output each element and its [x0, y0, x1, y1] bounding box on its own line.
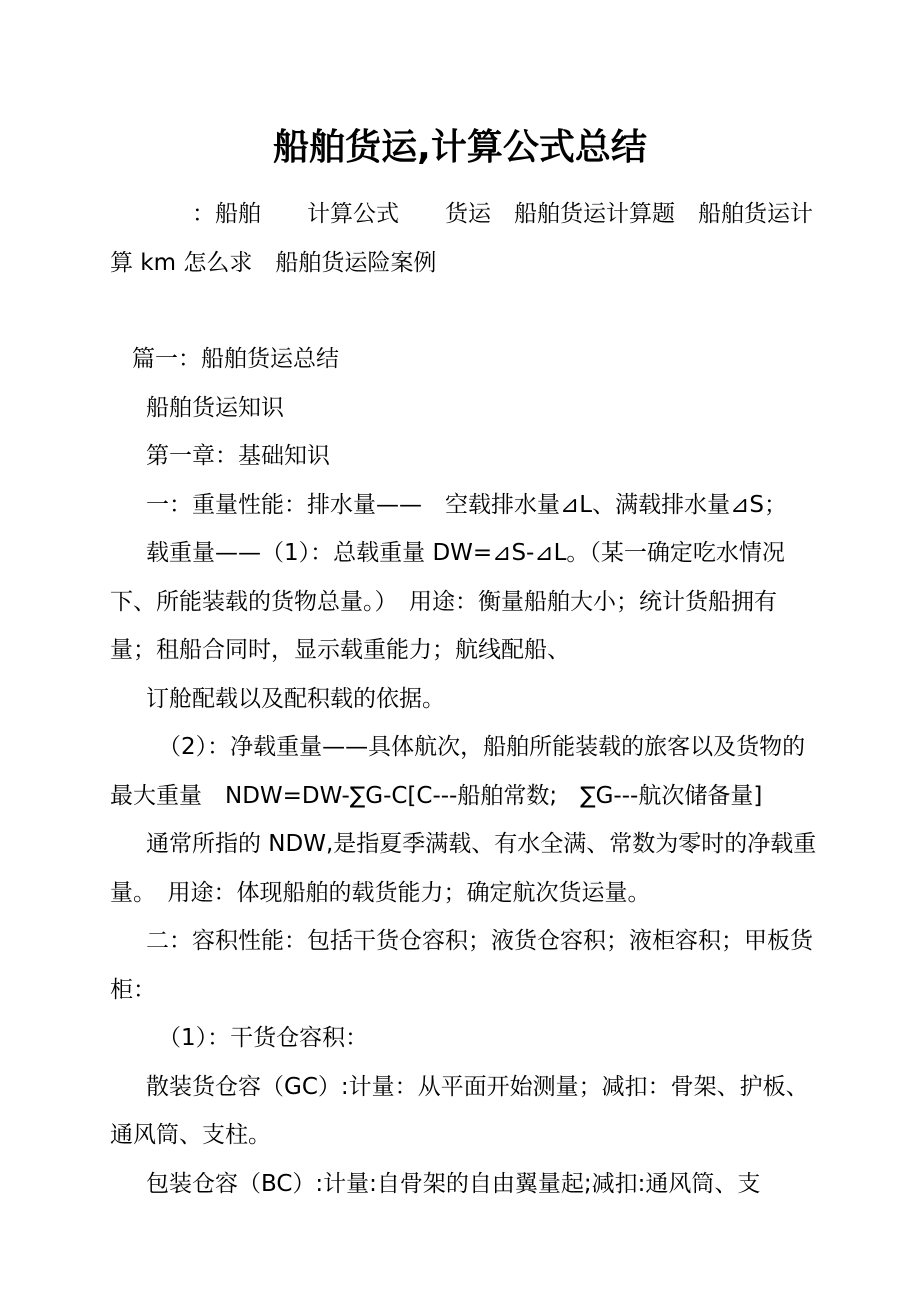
section-heading: 篇一：船舶货运总结 [132, 346, 339, 372]
net-deadweight-paragraph: （2）：净载重量——具体航次，船舶所能装载的旅客以及货物的最大重量 NDW=DW-∑G-C[C---船舶常数; ∑G---航次储备量] [110, 734, 806, 809]
weight-paragraph: 一：重量性能：排水量—— 空载排水量⊿L、满载排水量⊿S； [146, 491, 787, 518]
bale-capacity-paragraph: 包装仓容（BC）:计量:自骨架的自由翼量起;减扣:通风筒、支 [146, 1170, 761, 1197]
document-body [110, 190, 822, 1208]
keywords-line: ：船舶 计算公式 货运 船舶货运计算题 船舶货运计算 km 怎么求 船舶货运险案例 [110, 201, 813, 276]
deadweight-continuation: 订舱配载以及配积载的依据。 [146, 685, 445, 712]
grain-capacity-paragraph: 散装货仓容（GC）:计量：从平面开始测量；减扣：骨架、护板、通风筒、支柱。 [110, 1073, 809, 1148]
spacer [110, 287, 822, 335]
dry-cargo-heading: （1）：干货仓容积： [158, 1025, 369, 1051]
volume-paragraph: 二：容积性能：包括干货仓容积；液货仓容积；液柜容积；甲板货柜： [110, 928, 813, 1003]
subtitle-paragraph: 船舶货运知识 [146, 394, 284, 421]
chapter-heading: 第一章：基础知识 [146, 443, 330, 469]
ndw-note-paragraph: 通常所指的 NDW,是指夏季满载、有水全满、常数为零时的净载重量。 用途：体现船舶的载货能力；确定航次货运量。 [110, 831, 817, 906]
document-title: 船舶货运,计算公式总结 [273, 127, 647, 168]
deadweight-paragraph: 载重量——（1）：总载重量 DW=⊿S-⊿L。（某一确定吃水情况下、所能装载的货物总量。） 用途：衡量船舶大小；统计货船拥有量；租船合同时，显示载重能力；航线配船、 [110, 540, 785, 663]
